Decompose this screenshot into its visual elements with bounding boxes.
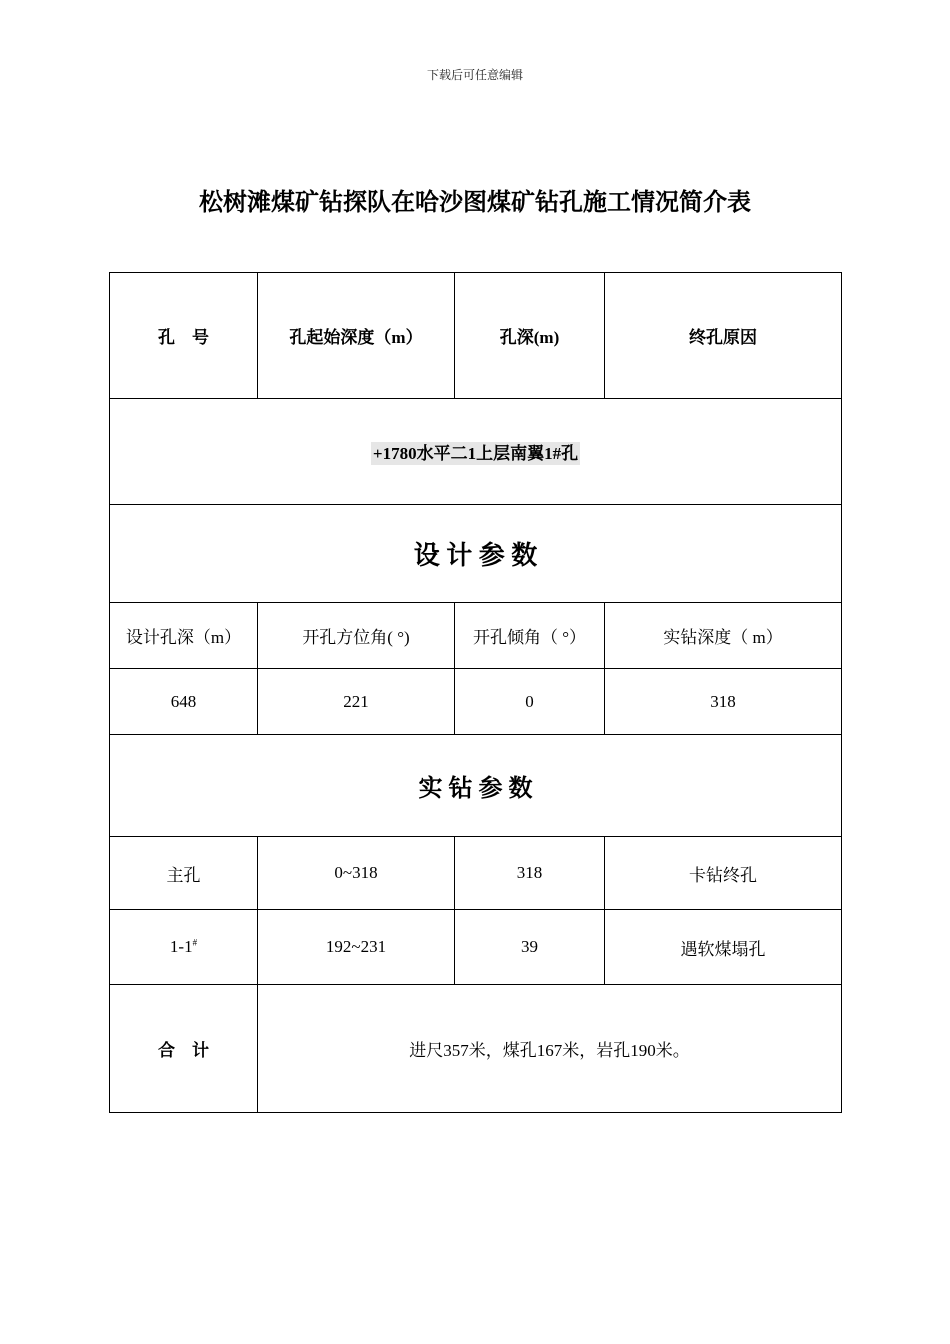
design-values-row [110,669,842,735]
header-hole-depth: 孔深(m) [455,273,605,399]
design-value-actual-depth: 318 [605,669,842,735]
table-row [110,910,842,985]
hole-name: +1780水平二1上层南翼1#孔 [372,444,579,463]
total-text: 进尺357米，煤孔167米，岩孔190米。 [258,985,842,1113]
design-header-azimuth: 开孔方位角( °) [258,603,455,669]
total-row [110,985,842,1113]
header-row [110,273,842,399]
design-section-row [110,505,842,603]
table-row [110,837,842,910]
hole-name-row [110,399,842,505]
design-value-azimuth: 221 [258,669,455,735]
row-reason: 卡钻终孔 [605,837,842,910]
header-hole-no: 孔 号 [110,273,258,399]
row-depth: 39 [455,910,605,985]
row-range: 192~231 [258,910,455,985]
design-header-inclination: 开孔倾角（ °） [455,603,605,669]
header-note: 下载后可任意编辑 [426,68,523,82]
header-end-reason: 终孔原因 [605,273,842,399]
header-start-depth: 孔起始深度（m） [258,273,455,399]
row-range: 0~318 [258,837,455,910]
actual-section-row [110,735,842,837]
total-label: 合 计 [110,985,258,1113]
design-section-title: 设 计 参 数 [110,505,842,603]
design-value-inclination: 0 [455,669,605,735]
row-depth: 318 [455,837,605,910]
row-hole-id-text: 1-1 [169,937,193,956]
drilling-summary-table [109,272,842,1113]
design-header-depth: 设计孔深（m） [110,603,258,669]
hole-name-cell [110,399,842,505]
row-reason: 遇软煤塌孔 [605,910,842,985]
row-hole-id: 主孔 [110,837,258,910]
row-hole-id [110,910,258,985]
design-header-actual-depth: 实钻深度（ m） [605,603,842,669]
row-hole-id-sup: # [192,937,198,948]
design-value-depth: 648 [110,669,258,735]
actual-section-title: 实 钻 参 数 [110,735,842,837]
design-header-row [110,603,842,669]
document-title: 松树滩煤矿钻探队在哈沙图煤矿钻孔施工情况简介表 [199,190,751,216]
